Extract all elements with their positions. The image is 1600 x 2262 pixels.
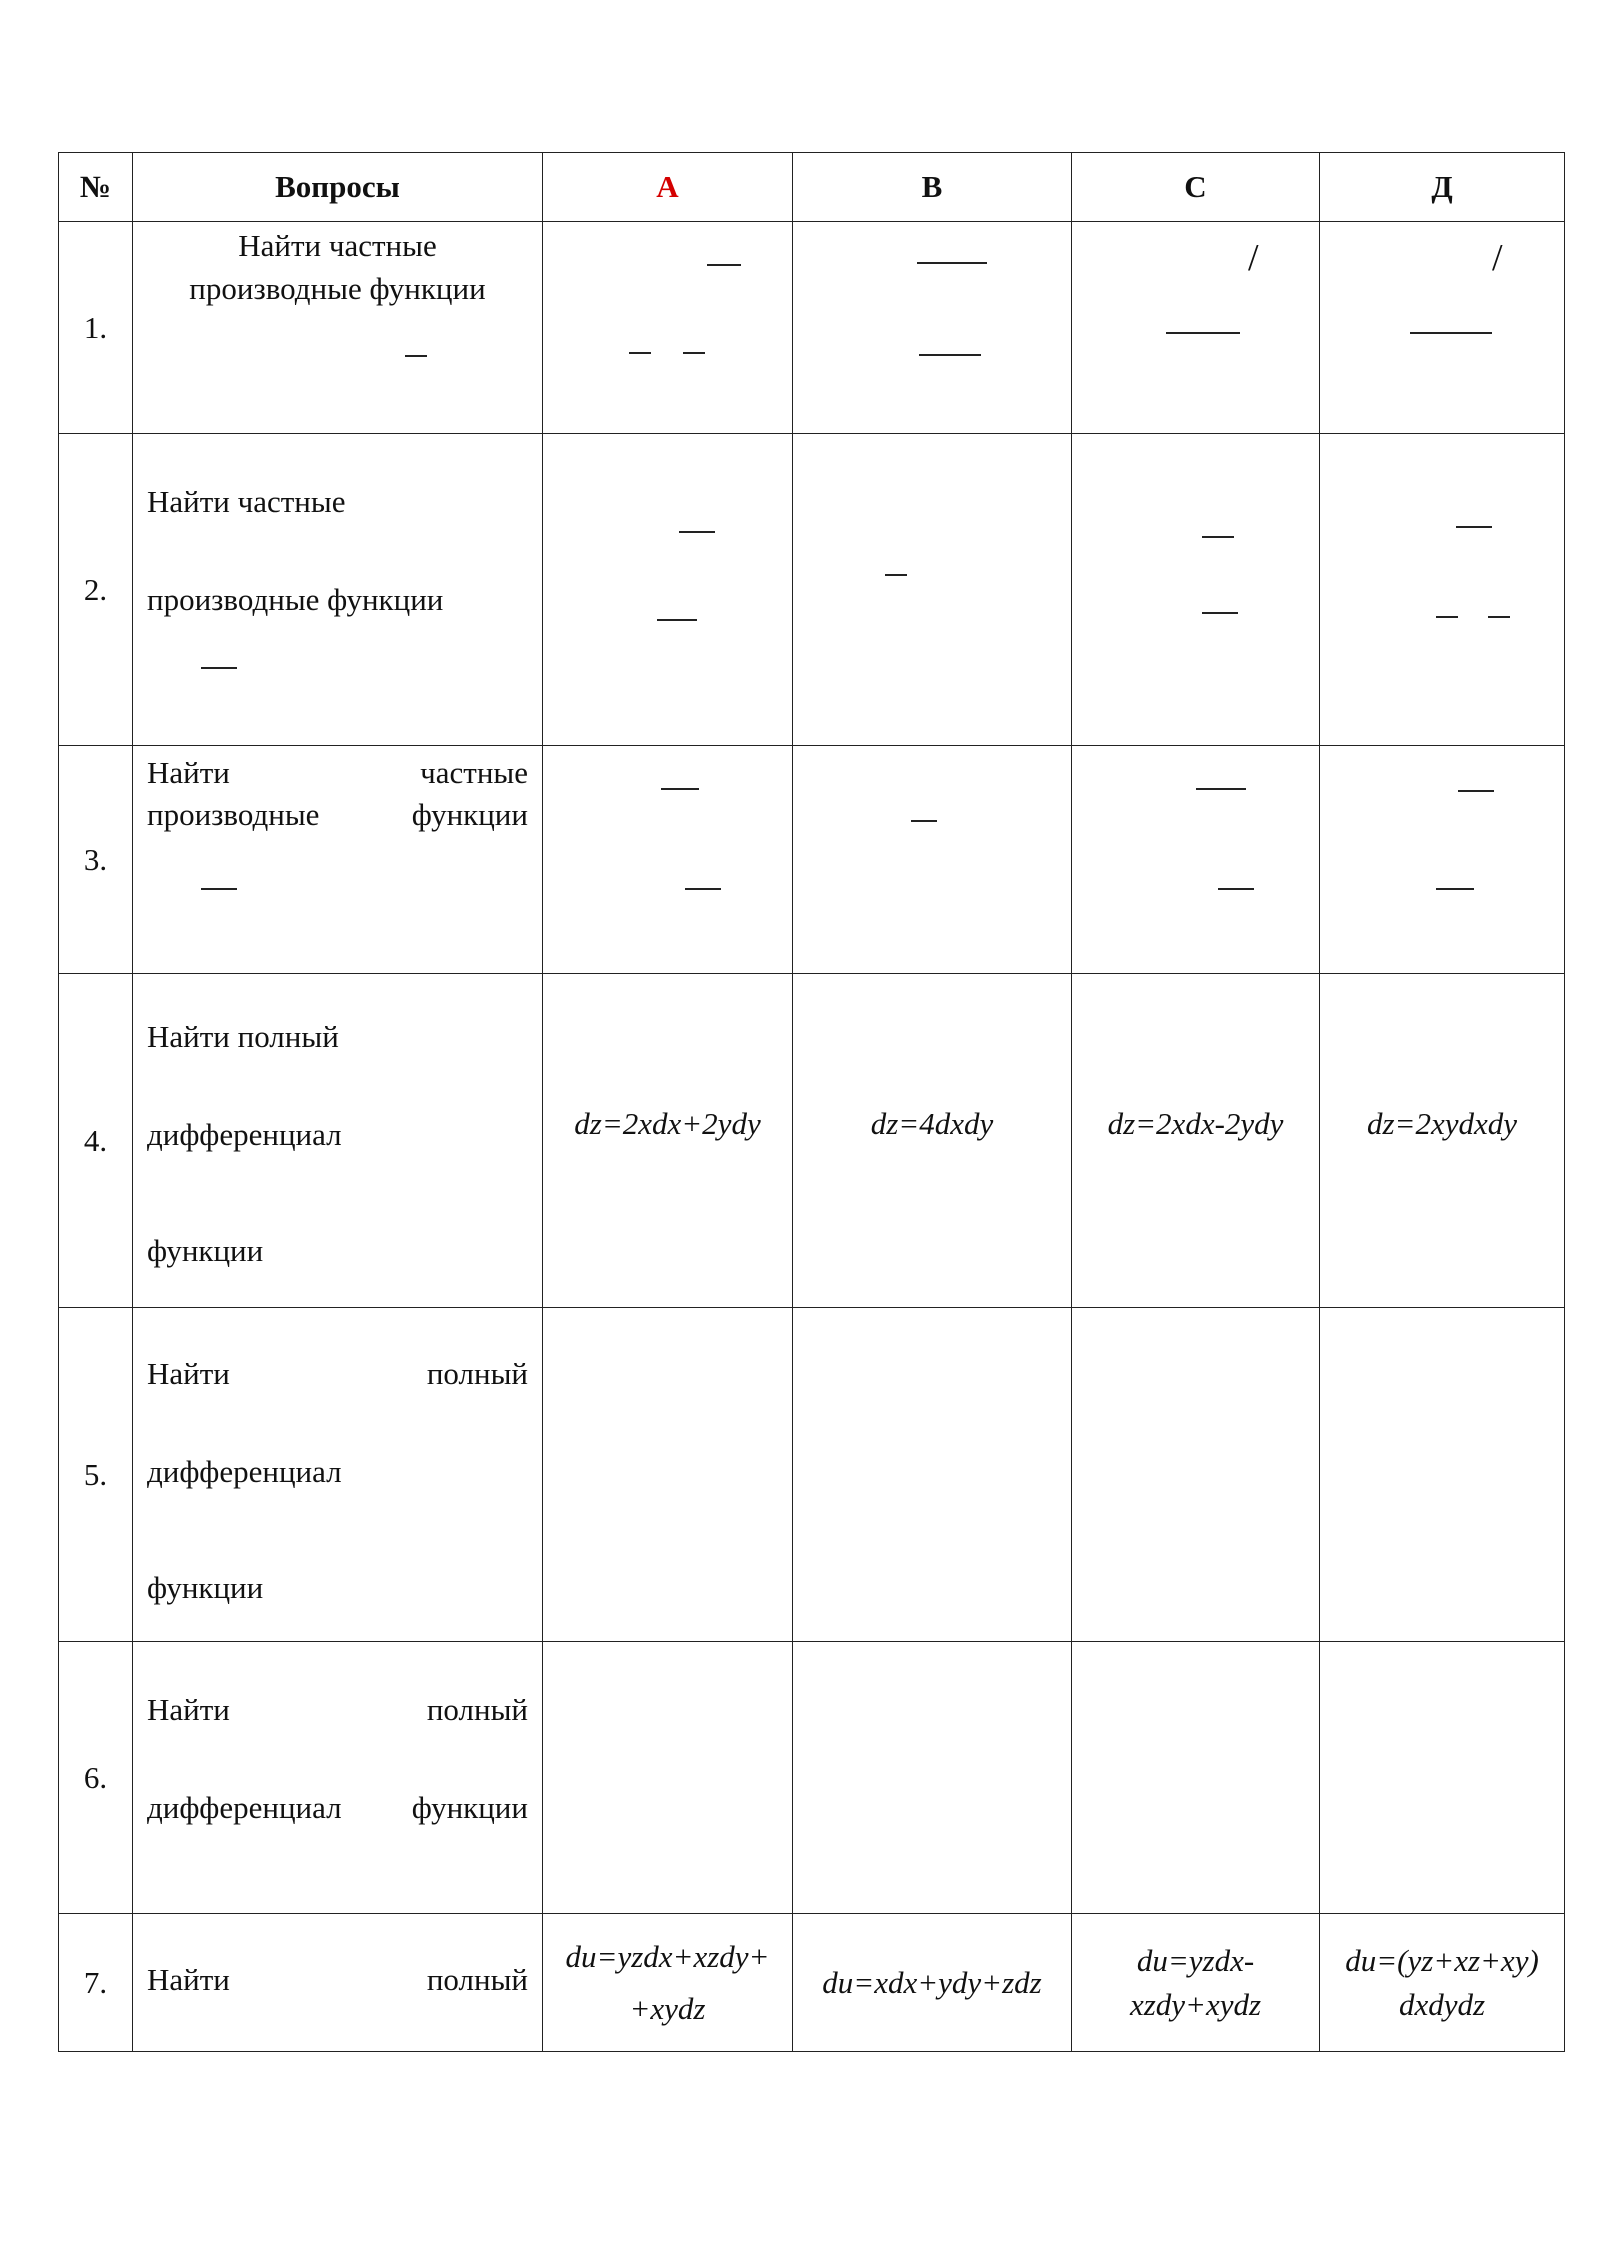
question-line: функции <box>147 1233 264 1268</box>
formula-fraction-bar <box>1458 790 1494 792</box>
formula-fraction-bar <box>657 619 697 621</box>
row-number: 7. <box>59 1914 133 2052</box>
answer-a-cell: dz=2xdx+2ydy <box>543 974 793 1308</box>
answer-line: xzdy+xydz <box>1129 1986 1262 2022</box>
formula-fraction-bar <box>679 531 715 533</box>
header-answer-c: С <box>1072 153 1320 222</box>
answer-a-cell <box>543 1642 793 1914</box>
formula-fraction-bar <box>917 262 987 264</box>
question-cell <box>133 1914 543 2052</box>
answer-c-cell <box>1072 1914 1320 2052</box>
formula-fraction-bar <box>629 352 651 354</box>
question-cell <box>133 222 543 434</box>
answer-b-cell <box>793 434 1072 746</box>
questions-table <box>58 152 1565 2052</box>
formula-fraction-bar <box>1166 332 1240 334</box>
answer-a-cell <box>543 1914 793 2052</box>
answer-line: du=(yz+xz+xy) <box>1345 1943 1539 1979</box>
question-cell <box>133 974 543 1308</box>
answer-c-cell <box>1072 746 1320 974</box>
answer-d-cell <box>1320 1642 1565 1914</box>
answer-d-cell <box>1320 434 1565 746</box>
formula-fraction-bar <box>1218 888 1254 890</box>
question-line: Найти полный <box>147 1019 339 1054</box>
question-line: дифференциал <box>147 1454 342 1489</box>
answer-a-cell <box>543 1308 793 1642</box>
formula-fraction-bar <box>1436 888 1474 890</box>
question-word: производные <box>147 797 320 832</box>
question-line: производные функции <box>147 582 444 617</box>
row-number: 6. <box>59 1642 133 1914</box>
question-line <box>147 1790 528 1826</box>
question-line: производные функции <box>189 271 486 306</box>
formula-fraction-bar <box>1410 332 1492 334</box>
formula-fraction-bar <box>1202 612 1238 614</box>
row-number: 3. <box>59 746 133 974</box>
question-word: Найти <box>147 755 230 790</box>
question-word: Найти <box>147 1692 230 1727</box>
table-row <box>59 746 1565 974</box>
row-number: 5. <box>59 1308 133 1642</box>
header-answer-d: Д <box>1320 153 1565 222</box>
question-line <box>147 752 528 794</box>
row-number: 4. <box>59 974 133 1308</box>
formula-fraction-bar <box>1202 536 1234 538</box>
formula-fraction-bar <box>201 888 237 890</box>
formula-fraction-bar <box>683 352 705 354</box>
row-number: 1. <box>59 222 133 434</box>
question-cell <box>133 434 543 746</box>
question-line <box>147 1692 528 1728</box>
formula-fraction-bar <box>1196 788 1246 790</box>
formula-fraction-bar <box>919 354 981 356</box>
table-row <box>59 434 1565 746</box>
formula-slash: / <box>1248 237 1259 279</box>
question-line <box>147 794 528 836</box>
formula-fraction-bar <box>1488 616 1510 618</box>
question-line: Найти частные <box>238 228 437 263</box>
answer-d-cell <box>1320 1914 1565 2052</box>
answer-d-cell: dz=2xydxdy <box>1320 974 1565 1308</box>
answer-b-cell: du=xdx+ydy+zdz <box>793 1914 1072 2052</box>
answer-c-cell: dz=2xdx-2ydy <box>1072 974 1320 1308</box>
formula-fraction-bar <box>1456 526 1492 528</box>
question-word: полный <box>426 1356 528 1391</box>
question-word: частные <box>420 755 528 790</box>
table-row <box>59 222 1565 434</box>
answer-d-cell <box>1320 746 1565 974</box>
question-line <box>147 1962 528 1998</box>
question-word: Найти <box>147 1356 230 1391</box>
header-answer-a: А <box>543 153 793 222</box>
answer-b-cell <box>793 1642 1072 1914</box>
question-line: дифференциал <box>147 1117 342 1152</box>
header-questions: Вопросы <box>133 153 543 222</box>
answer-b-cell <box>793 1308 1072 1642</box>
answer-c-cell <box>1072 222 1320 434</box>
question-word: полный <box>426 1692 528 1727</box>
question-line <box>147 1356 528 1392</box>
question-cell <box>133 746 543 974</box>
table-header-row <box>59 153 1565 222</box>
header-answer-b: В <box>793 153 1072 222</box>
table-row <box>59 1642 1565 1914</box>
question-cell <box>133 1308 543 1642</box>
table-row <box>59 1308 1565 1642</box>
question-word: функции <box>411 1790 528 1825</box>
formula-fraction-bar <box>911 820 937 822</box>
answer-line: +xydz <box>629 1990 706 2026</box>
answer-a-cell <box>543 434 793 746</box>
formula-fraction-bar <box>661 788 699 790</box>
header-number: № <box>59 153 133 222</box>
question-word: дифференциал <box>147 1790 342 1825</box>
table-row <box>59 1914 1565 2052</box>
answer-line: du=yzdx- <box>1136 1943 1255 1979</box>
answer-b-cell: dz=4dxdy <box>793 974 1072 1308</box>
answer-c-cell <box>1072 434 1320 746</box>
question-word: Найти <box>147 1962 230 1997</box>
formula-fraction-bar <box>201 667 237 669</box>
answer-d-cell <box>1320 222 1565 434</box>
formula-fraction-bar <box>885 574 907 576</box>
formula-fraction-bar <box>405 355 427 357</box>
answer-a-cell <box>543 222 793 434</box>
row-number: 2. <box>59 434 133 746</box>
answer-d-cell <box>1320 1308 1565 1642</box>
answer-line: dxdydz <box>1398 1986 1486 2022</box>
question-word: полный <box>426 1962 528 1997</box>
formula-fraction-bar <box>1436 616 1458 618</box>
question-line: Найти частные <box>147 484 346 519</box>
answer-c-cell <box>1072 1308 1320 1642</box>
answer-c-cell <box>1072 1642 1320 1914</box>
question-line: функции <box>147 1570 264 1605</box>
answer-b-cell <box>793 746 1072 974</box>
answer-line: du=yzdx+xzdy+ <box>565 1938 770 1974</box>
question-cell <box>133 1642 543 1914</box>
answer-b-cell <box>793 222 1072 434</box>
formula-fraction-bar <box>685 888 721 890</box>
formula-fraction-bar <box>707 264 741 266</box>
answer-a-cell <box>543 746 793 974</box>
table-row <box>59 974 1565 1308</box>
formula-slash: / <box>1492 237 1503 279</box>
question-word: функции <box>411 797 528 832</box>
